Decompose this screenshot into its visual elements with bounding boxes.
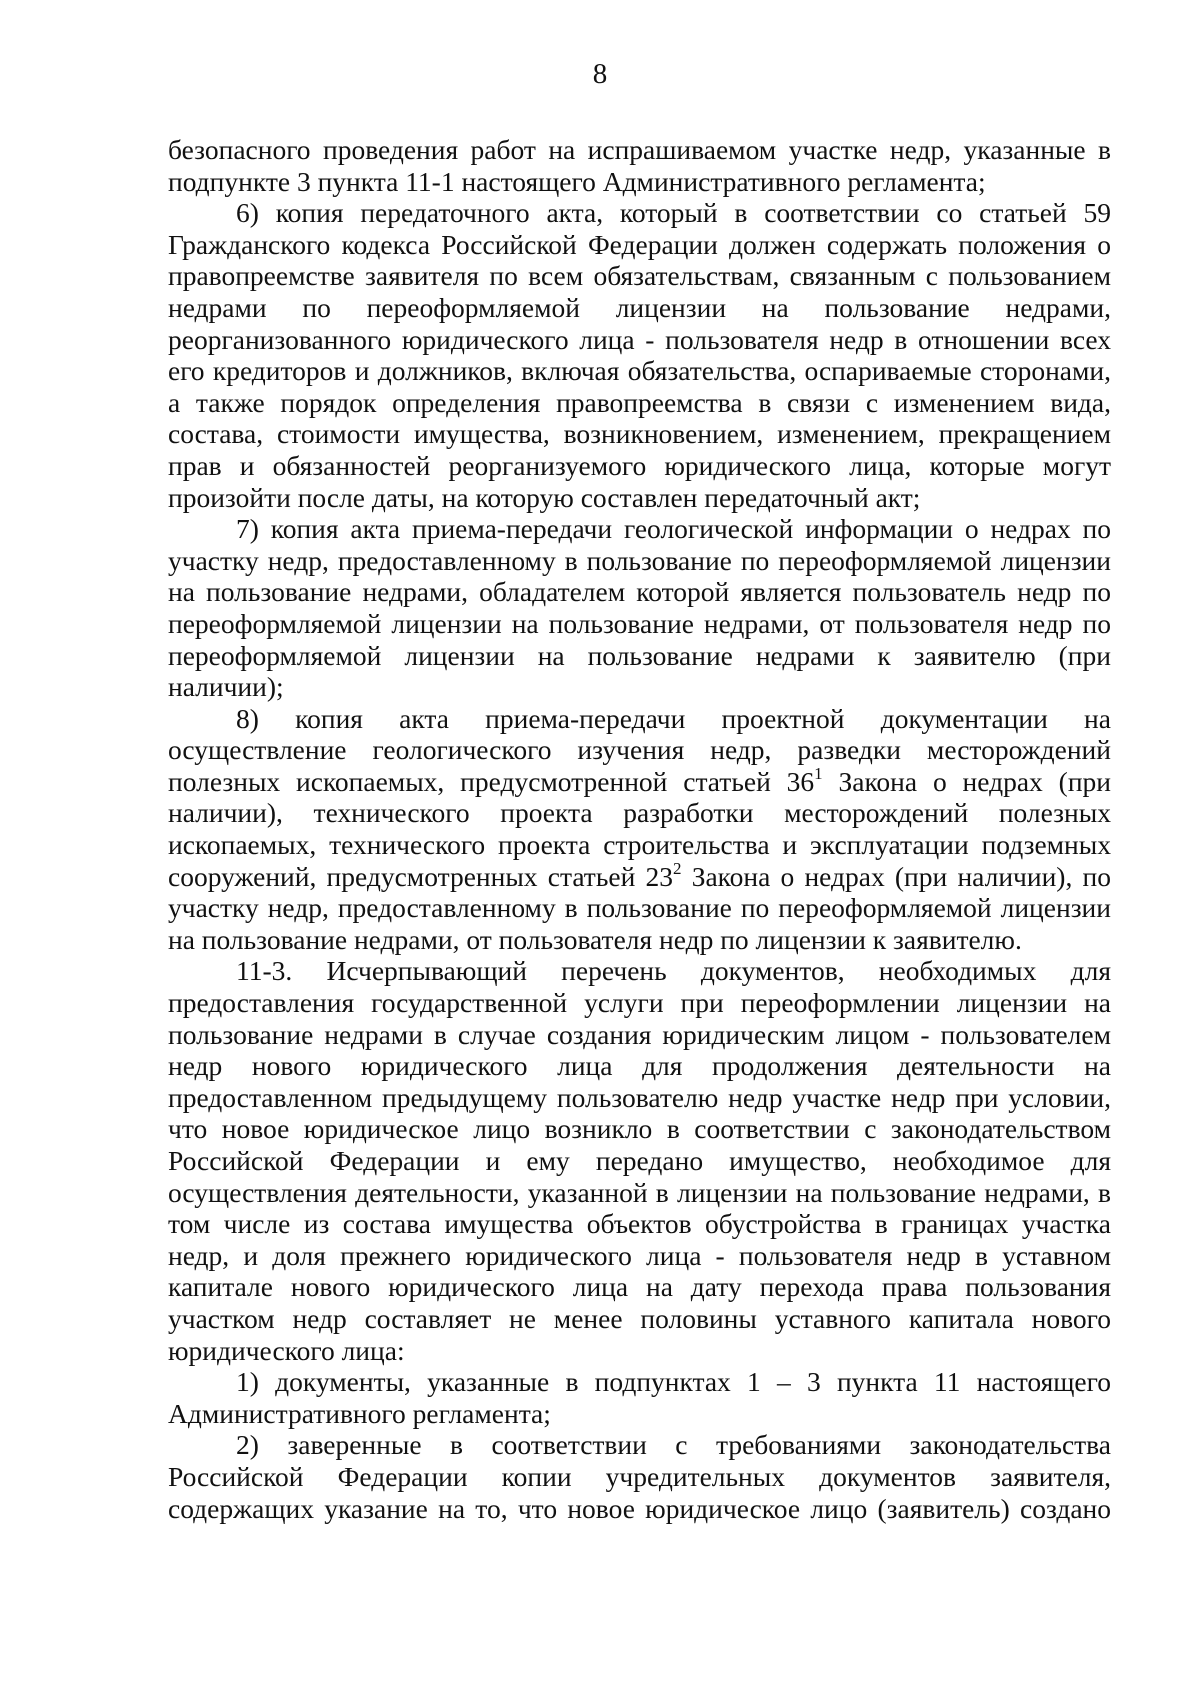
paragraph-item-8	[168, 703, 1111, 956]
paragraph-item-8-part-2: Закона о недрах (при наличии), технического проекта разработки месторождений полезных ископаемых, технического проекта строительства и эксплуатации подземных сооружений, предусмотренных статьей 23	[168, 765, 1111, 892]
paragraph-continuation: безопасного проведения работ на испрашиваемом участке недр, указанные в подпункте 3 пункта 11-1 настоящего Административного регламента;	[168, 134, 1111, 197]
paragraph-subitem-2: 2) заверенные в соответствии с требованиями законодательства Российской Федерации копии учредительных документов заявителя, содержащих указание на то, что новое юридическое лицо (заявитель) создано	[168, 1429, 1111, 1524]
paragraph-item-8-part-3: Закона о недрах (при наличии), по участку недр, предоставленному в пользование по переоформляемой лицензии на пользование недрами, от пользователя недр по лицензии к заявителю.	[168, 860, 1112, 955]
paragraph-item-7: 7) копия акта приема-передачи геологической информации о недрах по участку недр, предоставленному в пользование по переоформляемой лицензии на пользование недрами, обладателем которой является пользователь недр по переоформляемой лицензии на пользование недрами, от пользователя недр по переоформляемой лицензии на пользование недрами к заявителю (при наличии);	[168, 513, 1111, 703]
paragraph-section-11-3: 11-3. Исчерпывающий перечень документов, необходимых для предоставления государственной услуги при переоформлении лицензии на пользование недрами в случае создания юридическим лицом - пользователем недр нового юридического лица для продолжения деятельности на предоставленном предыдущему пользователю недр участке недр при условии, что новое юридическое лицо возникло в соответствии с законодательством Российской Федерации и ему передано имущество, необходимое для осуществления деятельности, указанной в лицензии на пользование недрами, в том числе из состава имущества объектов обустройства в границах участка недр, и доля прежнего юридического лица - пользователя недр в уставном капитале нового юридического лица на дату перехода права пользования участком недр составляет не менее половины уставного капитала нового юридического лица:	[168, 955, 1111, 1366]
superscript-2: 2	[673, 858, 682, 878]
paragraph-item-6: 6) копия передаточного акта, который в соответствии со статьей 59 Гражданского кодекса Российской Федерации должен содержать положения о правопреемстве заявителя по всем обязательствам, связанным с пользованием недрами по переоформляемой лицензии на пользование недрами, реорганизованного юридического лица - пользователя недр в отношении всех его кредиторов и должников, включая обязательства, оспариваемые сторонами, а также порядок определения правопреемства в связи с изменением вида, состава, стоимости имущества, возникновением, изменением, прекращением прав и обязанностей реорганизуемого юридического лица, которые могут произойти после даты, на которую составлен передаточный акт;	[168, 197, 1111, 513]
paragraph-subitem-1: 1) документы, указанные в подпунктах 1 – 3 пункта 11 настоящего Административного регламента;	[168, 1366, 1111, 1429]
document-body	[168, 134, 1111, 1524]
superscript-1: 1	[814, 763, 823, 783]
page-number: 8	[592, 58, 608, 90]
paragraph-item-8-part-1: 8) копия акта приема-передачи проектной документации на осуществление геологического изучения недр, разведки месторождений полезных ископаемых, предусмотренной статьей 36	[168, 702, 1111, 797]
